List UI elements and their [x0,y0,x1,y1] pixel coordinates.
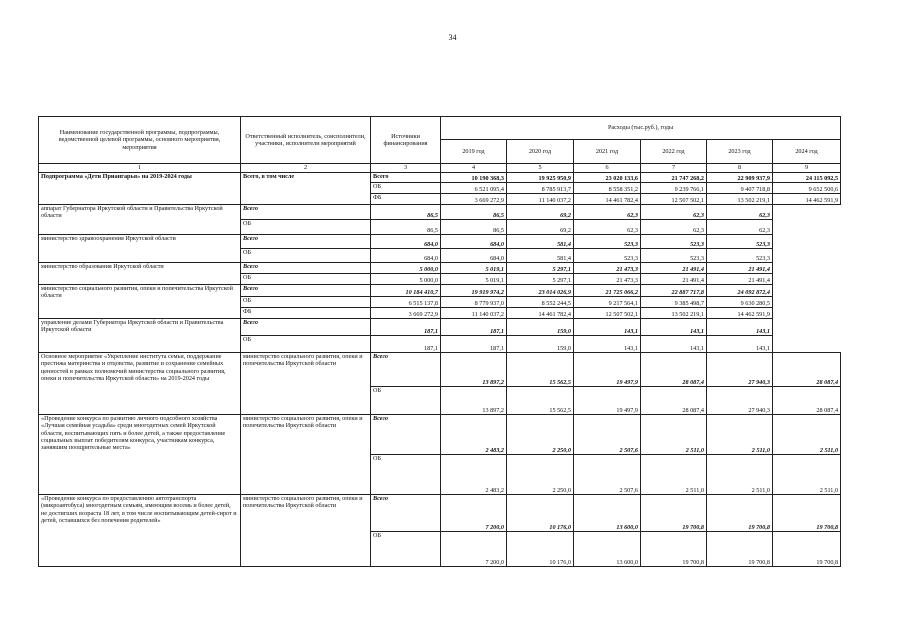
value-cell: 523,3 [574,235,641,249]
column-index: 4 [441,164,507,173]
value-cell: 19 700,8 [641,532,707,567]
column-index: 1 [39,164,241,173]
value-cell: 8 552 244,5 [507,297,574,308]
column-index: 6 [574,164,641,173]
value-cell: 5 000,0 [371,263,441,274]
value-cell: 9 385 498,7 [641,297,707,308]
value-cell: 5 019,1 [441,263,507,274]
value-cell: 2 483,2 [441,455,507,495]
value-cell: 21 491,4 [641,263,707,274]
table-row [39,205,841,220]
value-cell: 8 779 937,0 [441,297,507,308]
value-cell: 23 020 133,6 [574,173,641,183]
value-cell: 581,4 [507,235,574,249]
value-cell: 19 700,8 [707,532,773,567]
value-cell: 8 785 913,7 [507,183,574,194]
source-cell: ОБ [241,274,371,285]
value-cell: 10 190 368,3 [441,173,507,183]
header-expenses: Расходы (тыс.руб.), годы [441,117,841,140]
value-cell: 15 562,5 [507,387,574,415]
value-cell: 5 297,1 [507,263,574,274]
value-cell: 12 507 502,1 [641,194,707,205]
source-cell: ОБ [241,336,371,353]
column-index: 2 [241,164,371,173]
value-cell: 86,5 [371,220,441,235]
header-source: Источники финансирования [371,117,441,164]
value-cell: 523,3 [641,235,707,249]
value-cell: 19 497,9 [574,353,641,387]
value-cell: 2 511,0 [773,455,841,495]
value-cell: 21 491,4 [641,274,707,285]
value-cell: 13 600,0 [574,532,641,567]
value-cell: 19 700,8 [773,532,841,567]
value-cell: 11 140 037,2 [441,308,507,319]
value-cell: 14 462 591,9 [707,308,773,319]
value-cell: 28 087,4 [773,353,841,387]
value-cell: 10 184 410,7 [371,285,441,297]
value-cell: 13 502 219,1 [641,308,707,319]
value-cell: 19 925 950,9 [507,173,574,183]
program-name: Подпрограмма «Дети Приангарья» на 2019-2024 годы [39,173,241,205]
value-cell: 5 019,1 [441,274,507,285]
source-cell: ОБ [241,220,371,235]
value-cell: 187,1 [441,319,507,336]
value-cell: 28 087,4 [773,387,841,415]
value-cell: 9 217 564,1 [574,297,641,308]
value-cell: 13 600,0 [574,495,641,532]
header-year: 2022 год [641,140,707,164]
value-cell: 13 502 219,1 [707,194,773,205]
source-cell: ФБ [371,194,441,205]
table-row [39,353,841,387]
value-cell: 13 897,2 [441,353,507,387]
source-cell: Всего [371,353,441,387]
source-cell: Всего [371,173,441,183]
value-cell: 7 200,0 [441,532,507,567]
value-cell: 27 940,3 [707,353,773,387]
activity-name: «Проведение конкурса по развитию личного подсобного хозяйства «Лучшая семейная усадьба» среди многодетных семей Иркутской области, воспитывающих пять и более детей, а также предоставление социальных выплат победителям конкурса, участникам конкурса, занявшим поощрительные места» [39,415,241,495]
value-cell: 21 473,3 [574,274,641,285]
value-cell: 6 521 095,4 [441,183,507,194]
value-cell: 684,0 [371,235,441,249]
source-cell: Всего [241,319,371,336]
value-cell: 23 014 026,9 [507,285,574,297]
value-cell: 581,4 [507,249,574,263]
source-cell: ОБ [371,455,441,495]
value-cell: 69,2 [507,220,574,235]
value-cell: 14 461 782,4 [507,308,574,319]
table-row [39,415,841,455]
value-cell: 10 176,0 [507,495,574,532]
source-cell: ОБ [241,297,371,308]
value-cell: 3 669 272,9 [441,194,507,205]
source-cell: ОБ [241,249,371,263]
executor-name: министерство социального развития, опеки и попечительства Иркутской области [39,285,241,319]
source-cell: Всего [241,285,371,297]
activity-executor: министерство социального развития, опеки и попечительства Иркутской области [241,495,371,567]
activity-executor: министерство социального развития, опеки и попечительства Иркутской области [241,415,371,495]
value-cell: 14 461 782,4 [574,194,641,205]
page-number: 34 [448,33,457,42]
activity-name: Основное мероприятие «Укрепление института семьи, поддержание престижа материнства и отцовства, развитие и сохранение семейных ценностей в рамках полномочий министерства социального развития, опеки и попечительства Иркутской области» на 2019-2024 годы [39,353,241,415]
value-cell: 2 507,6 [574,415,641,455]
value-cell: 143,1 [641,336,707,353]
value-cell: 62,3 [707,220,773,235]
source-cell: Всего [241,263,371,274]
header-name: Наименование государственной программы, подпрограммы, ведомственной целевой программы, основного мероприятия, мероприятия [39,117,241,164]
budget-table [38,116,841,567]
value-cell: 8 558 351,2 [574,183,641,194]
activity-name: «Проведение конкурса по предоставлению автотранспорта (микроавтобуса) многодетным семьям, имеющим восемь и более детей, не достигших возраста 18 лет, в том числе воспитывающим детей-сирот и детей, оставшихся без попечения родителей» [39,495,241,567]
value-cell: 159,0 [507,319,574,336]
value-cell: 2 511,0 [641,455,707,495]
value-cell: 143,1 [707,319,773,336]
value-cell: 6 515 137,8 [371,297,441,308]
column-index: 8 [707,164,773,173]
value-cell: 62,3 [574,220,641,235]
header-year: 2023 год [707,140,773,164]
table-body [39,117,841,567]
value-cell: 62,3 [574,205,641,220]
table-row [39,495,841,532]
value-cell: 86,5 [371,205,441,220]
value-cell: 19 700,8 [641,495,707,532]
value-cell: 9 652 500,6 [773,183,841,194]
value-cell: 143,1 [574,336,641,353]
value-cell: 14 462 591,9 [773,194,841,205]
value-cell: 86,5 [441,205,507,220]
value-cell: 28 087,4 [641,387,707,415]
value-cell: 2 511,0 [773,415,841,455]
value-cell: 10 176,0 [507,532,574,567]
value-cell: 2 483,2 [441,415,507,455]
value-cell: 523,3 [574,249,641,263]
source-cell: Всего [241,205,371,220]
value-cell: 19 700,8 [707,495,773,532]
value-cell: 5 000,0 [371,274,441,285]
value-cell: 9 239 766,1 [641,183,707,194]
value-cell: 143,1 [574,319,641,336]
executor-name: аппарат Губернатора Иркутской области и Правительства Иркутской области [39,205,241,235]
value-cell: 523,3 [641,249,707,263]
value-cell: 143,1 [707,336,773,353]
value-cell: 28 087,4 [641,353,707,387]
value-cell: 11 140 037,2 [507,194,574,205]
value-cell: 19 497,9 [574,387,641,415]
value-cell: 12 507 502,1 [574,308,641,319]
value-cell: 62,3 [641,205,707,220]
value-cell: 24 092 872,4 [707,285,773,297]
value-cell: 21 473,3 [574,263,641,274]
value-cell: 62,3 [707,205,773,220]
value-cell: 21 747 268,2 [641,173,707,183]
table-row [39,319,841,336]
table-row [39,285,841,297]
value-cell: 187,1 [441,336,507,353]
value-cell: 9 630 280,5 [707,297,773,308]
program-executor: Всего, в том числе [241,173,371,205]
value-cell: 22 909 937,9 [707,173,773,183]
source-cell: Всего [371,415,441,455]
source-cell: Всего [241,235,371,249]
value-cell: 2 511,0 [707,415,773,455]
value-cell: 684,0 [371,249,441,263]
value-cell: 5 297,1 [507,274,574,285]
executor-name: управление делами Губернатора Иркутской области и Правительства Иркутской области [39,319,241,353]
value-cell: 187,1 [371,336,441,353]
header-year: 2024 год [773,140,841,164]
executor-name: министерство образования Иркутской области [39,263,241,285]
value-cell: 19 700,8 [773,495,841,532]
value-cell: 2 250,0 [507,415,574,455]
value-cell: 2 507,6 [574,455,641,495]
value-cell: 523,3 [707,249,773,263]
executor-name: министерство здравоохранения Иркутской области [39,235,241,263]
header-executor: Ответственный исполнитель, соисполнители, участники, исполнители мероприятий [241,117,371,164]
header-year: 2021 год [574,140,641,164]
value-cell: 86,5 [441,220,507,235]
source-cell: ФБ [241,308,371,319]
value-cell: 62,3 [641,220,707,235]
value-cell: 9 407 718,8 [707,183,773,194]
header-year: 2020 год [507,140,574,164]
value-cell: 27 940,3 [707,387,773,415]
value-cell: 21 491,4 [707,274,773,285]
value-cell: 19 919 974,2 [441,285,507,297]
value-cell: 159,0 [507,336,574,353]
value-cell: 7 200,0 [441,495,507,532]
value-cell: 143,1 [641,319,707,336]
value-cell: 684,0 [441,249,507,263]
value-cell: 21 725 066,2 [574,285,641,297]
table-row [39,235,841,249]
column-index: 5 [507,164,574,173]
column-index: 3 [371,164,441,173]
column-index: 9 [773,164,841,173]
value-cell: 3 669 272,9 [371,308,441,319]
column-index: 7 [641,164,707,173]
value-cell: 15 562,5 [507,353,574,387]
table-row [39,263,841,274]
value-cell: 2 511,0 [707,455,773,495]
activity-executor: министерство социального развития, опеки и попечительства Иркутской области [241,353,371,415]
value-cell: 21 491,4 [707,263,773,274]
value-cell: 523,3 [707,235,773,249]
value-cell: 2 250,0 [507,455,574,495]
value-cell: 13 897,2 [441,387,507,415]
source-cell: ОБ [371,183,441,194]
value-cell: 2 511,0 [641,415,707,455]
value-cell: 24 115 092,5 [773,173,841,183]
source-cell: Всего [371,495,441,532]
value-cell: 684,0 [441,235,507,249]
source-cell: ОБ [371,387,441,415]
table-row [39,173,841,183]
value-cell: 187,1 [371,319,441,336]
source-cell: ОБ [371,532,441,567]
header-year: 2019 год [441,140,507,164]
value-cell: 69,2 [507,205,574,220]
value-cell: 22 887 717,8 [641,285,707,297]
